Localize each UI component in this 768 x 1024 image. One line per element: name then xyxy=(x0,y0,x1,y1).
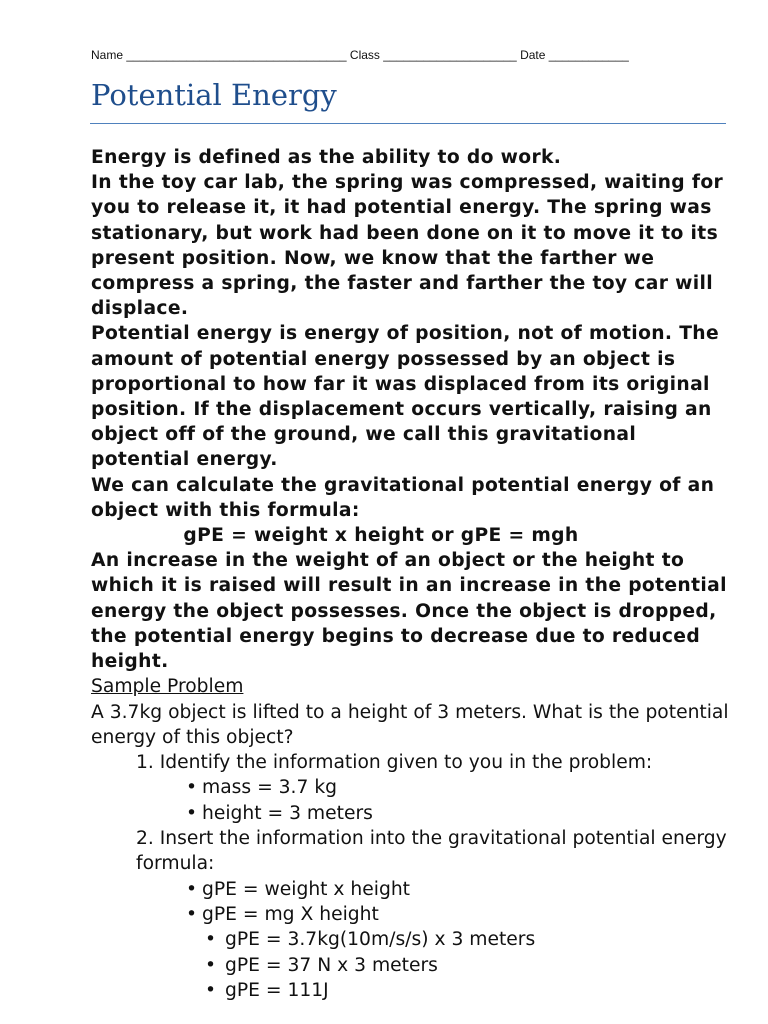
step-2: 2. Insert the information into the gravitational potential energy formula: xyxy=(136,828,727,875)
sample-question: A 3.7kg object is lifted to a height of 3 meters. What is the potential energy of this object? xyxy=(91,701,729,748)
list-item: • height = 3 meters xyxy=(91,801,731,826)
document-body xyxy=(91,145,731,1003)
step-2-list xyxy=(91,877,731,928)
step-2-sublist xyxy=(91,927,731,1003)
increase-paragraph: An increase in the weight of an object or the height to which it is raised will result in an increase in the potential energy the object possesses. Once the object is dropped, the potential energy begins to decrease due to reduced height. xyxy=(91,550,727,673)
title-divider xyxy=(90,123,726,124)
definition-paragraph: Energy is defined as the ability to do work. xyxy=(91,147,562,168)
list-item: • gPE = 3.7kg(10m/s/s) x 3 meters xyxy=(91,927,731,952)
formula-line: gPE = weight x height or gPE = mgh xyxy=(183,525,579,547)
list-item: • gPE = mg X height xyxy=(91,902,731,927)
position-paragraph: Potential energy is energy of position, not of motion. The amount of potential energy possessed by an object is proportional to how far it was displaced from its original position. If the displacement occurs vertically, raising an object off of the ground, we call this gravitational potential energy. xyxy=(91,323,719,471)
step-1-list xyxy=(91,775,731,826)
list-item: • mass = 3.7 kg xyxy=(91,775,731,800)
list-item: • gPE = 37 N x 3 meters xyxy=(91,953,731,978)
sample-problem-heading: Sample Problem xyxy=(91,676,244,698)
name-class-date-line: Name _________________________________ Class ____________________ Date ____________ xyxy=(91,48,629,62)
page-title: Potential Energy xyxy=(91,78,337,112)
formula-intro-paragraph: We can calculate the gravitational potential energy of an object with this formula: xyxy=(91,474,715,521)
toy-car-paragraph: In the toy car lab, the spring was compressed, waiting for you to release it, it had potential energy. The spring was stationary, but work had been done on it to move it to its present position. Now, we know that the farther we compress a spring, the faster and farther the toy car will displace. xyxy=(91,172,724,320)
list-item: • gPE = weight x height xyxy=(91,877,731,902)
list-item: • gPE = 111J xyxy=(91,978,731,1003)
step-1: 1. Identify the information given to you in the problem: xyxy=(136,752,653,774)
